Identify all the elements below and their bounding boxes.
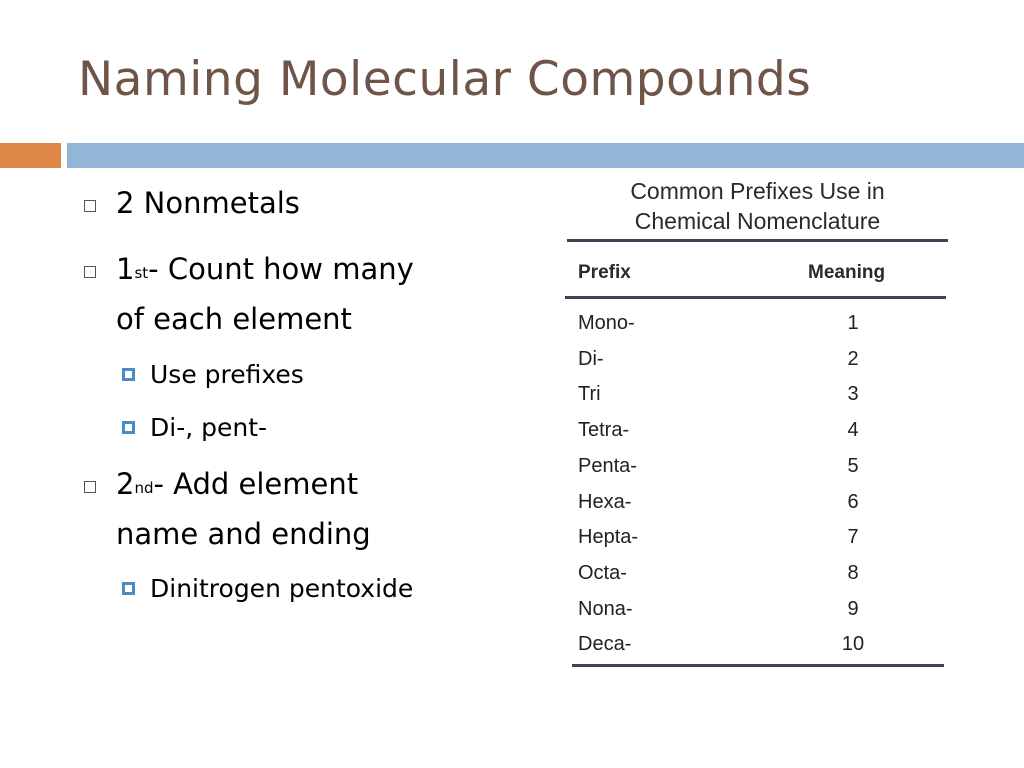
table-cell-prefix: Nona- [578, 598, 633, 620]
table-cell-meaning: 10 [841, 633, 865, 655]
square-bullet-icon [122, 582, 135, 595]
square-bullet-icon [84, 266, 96, 278]
table-top-rule [567, 239, 948, 242]
table-cell-meaning: 6 [847, 491, 859, 513]
bullet-text: 2 Nonmetals [116, 186, 300, 220]
table-cell-prefix: Penta- [578, 455, 637, 477]
bullet-text-continued: name and ending [116, 517, 371, 551]
sub-bullet-text: Use prefixes [150, 360, 304, 389]
table-cell-meaning: 8 [847, 562, 859, 584]
prefix-table [560, 170, 955, 680]
ordinal-suffix: nd [134, 479, 154, 497]
table-title-line: Common Prefixes Use in [630, 178, 885, 204]
table-cell-meaning: 5 [847, 455, 859, 477]
table-title-line: Chemical Nomenclature [634, 208, 881, 234]
ordinal-suffix: st [134, 264, 149, 282]
table-cell-prefix: Hepta- [578, 526, 639, 548]
accent-bar-blue [67, 143, 1024, 168]
bullet-number: 2 [116, 467, 135, 501]
table-cell-meaning: 7 [847, 526, 859, 548]
bullet-text-rest: - Count how many [148, 252, 414, 286]
column-header-prefix: Prefix [578, 262, 631, 283]
table-cell-prefix: Hexa- [578, 491, 632, 513]
slide-title: Naming Molecular Compounds [78, 52, 812, 107]
table-cell-prefix: Tetra- [578, 419, 630, 441]
bullet-text [116, 244, 414, 294]
table-title [560, 176, 955, 236]
table-cell-meaning: 9 [847, 598, 859, 620]
table-cell-prefix: Octa- [578, 562, 627, 584]
column-header-meaning: Meaning [808, 262, 886, 283]
table-cell-prefix: Mono- [578, 312, 635, 334]
bullet-text [116, 459, 358, 509]
sub-bullet-text: Di-, pent- [150, 413, 268, 442]
square-bullet-icon [122, 421, 135, 434]
bullet-text-continued: of each element [116, 302, 352, 336]
table-cell-prefix: Deca- [578, 633, 632, 655]
table-header-rule [565, 296, 946, 299]
table-cell-meaning: 3 [847, 383, 859, 405]
table-cell-meaning: 4 [847, 419, 859, 441]
accent-bar-orange [0, 143, 61, 168]
bullet-number: 1 [116, 252, 135, 286]
bullet-text-rest: - Add element [153, 467, 359, 501]
table-cell-prefix: Tri [578, 383, 601, 405]
square-bullet-icon [84, 200, 96, 212]
table-cell-meaning: 1 [847, 312, 859, 334]
table-bottom-rule [572, 664, 944, 667]
sub-bullet-text: Dinitrogen pentoxide [150, 574, 414, 603]
table-cell-prefix: Di- [578, 348, 604, 370]
square-bullet-icon [122, 368, 135, 381]
square-bullet-icon [84, 481, 96, 493]
table-cell-meaning: 2 [847, 348, 859, 370]
